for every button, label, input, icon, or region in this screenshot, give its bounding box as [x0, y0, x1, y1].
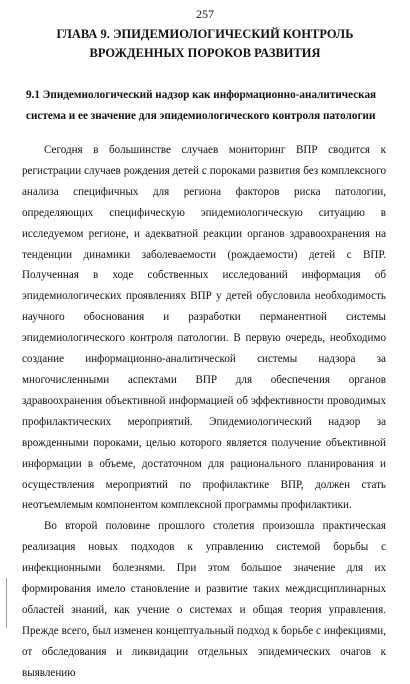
- section-title: 9.1 Эпидемиологический надзор как информационно-аналитическая система и ее значение для эпидемиологического контроля патологии: [26, 89, 377, 122]
- body-text: [22, 140, 386, 684]
- paragraph-2: Во второй половине прошлого столетия произошла практическая реализация новых подходов к управлению системой борьбы с инфекционными болезнями. При этом большое значение для их формирования имело становление и развитие таких междисциплинарных областей знаний, как учение о системах и общая теория управления. Прежде всего, был изменен концептуальный подход к борьбе с инфекциями, от обследования и ликвидации отдельных эпидемических очагов к выявлению: [22, 520, 386, 679]
- chapter-title: ГЛАВА 9. ЭПИДЕМИОЛОГИЧЕСКИЙ КОНТРОЛЬ ВРОЖДЕННЫХ ПОРОКОВ РАЗВИТИЯ: [56, 27, 354, 60]
- paragraph-1: Сегодня в большинстве случаев мониторинг ВПР сводится к регистрации случаев рождения детей с пороками развития без комплексного анализа специфичных для региона факторов риска патологии, определяющих специфическую эпидемиологическую ситуацию в исследуемом регионе, и адекватной реакции органов здравоохранения на тенденции динамики заболеваемости (рождаемости) детей с ВПР. Полученная в ходе собственных исследований информация об эпидемиологических проявлениях ВПР у детей обусловила необходимость научного обоснования и разработки перманентной системы эпидемиологического контроля патологии. В первую очередь, необходимо создание информационно-аналитической системы надзора за многочисленными аспектами ВПР для обеспечения органов здравоохранения объективной информацией об эффективности проводимых профилактических мероприятий. Эпидемиологический надзор за врожденными пороками, целью которого является получение объективной информации в объеме, достаточном для рационального планирования и осуществления мероприятий по профилактике ВПР, должен стать неотъемлемым компонентом комплексной программы профилактики.: [22, 144, 386, 512]
- page-number: 257: [196, 7, 214, 21]
- margin-mark: [6, 578, 7, 628]
